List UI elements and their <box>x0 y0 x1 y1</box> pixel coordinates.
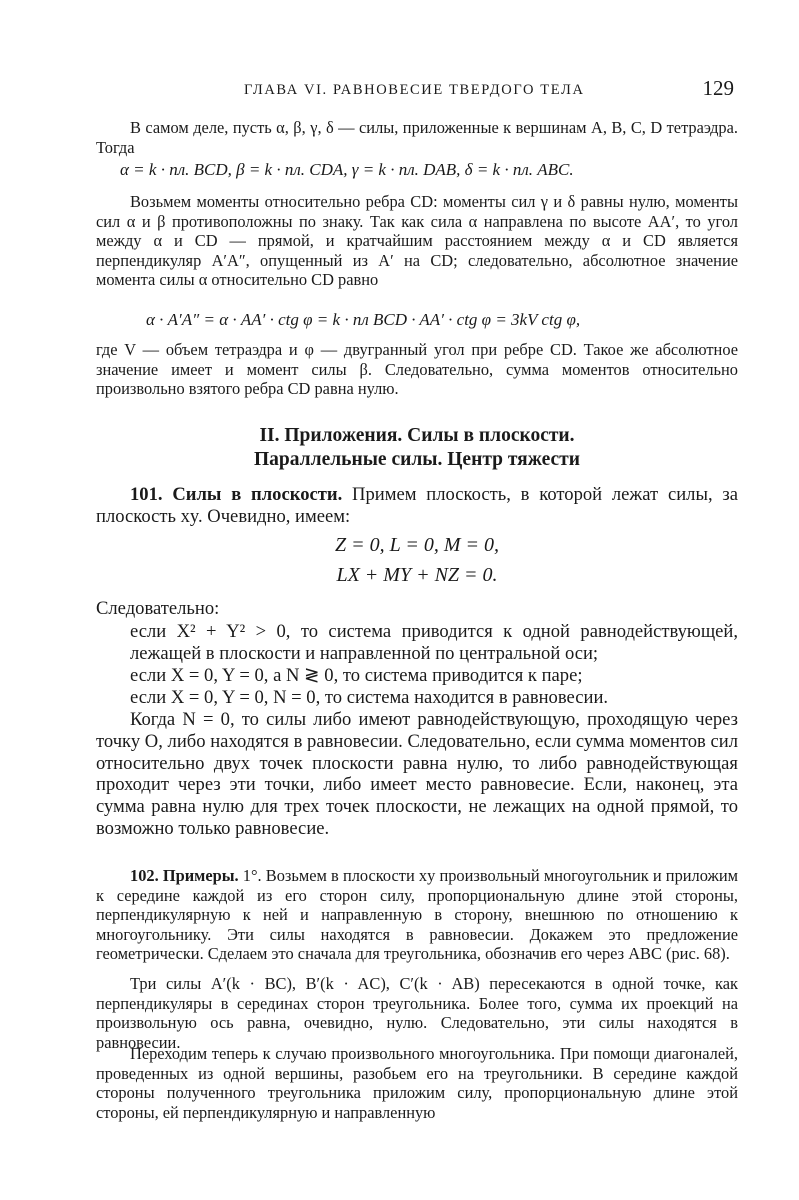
section-heading-line2: Параллельные силы. Центр тяжести <box>254 449 580 470</box>
article-102-label: 102. Примеры. <box>130 866 239 885</box>
running-head: ГЛАВА VI. РАВНОВЕСИЕ ТВЕРДОГО ТЕЛА <box>244 82 585 98</box>
article-101-label: 101. Силы в плоскости. <box>130 484 343 505</box>
page-header <box>96 74 738 104</box>
condition-equilibrium: если X = 0, Y = 0, N = 0, то система находится в равновесии. <box>130 687 609 708</box>
equation-moment: α · A′A″ = α · AA′ · ctg φ = k · пл BCD · AA′ · ctg φ = 3kV ctg φ, <box>146 310 581 329</box>
article-102-paragraph-3: Переходим теперь к случаю произвольного многоугольника. При помощи диагоналей, проведенных из одной вершины, разобьем его на треугольники. В середине каждой стороны полученного треугольника приложим силу, пропорциональную длине этой стороны, ей перпендикулярную и направленную <box>96 1044 738 1122</box>
intro-paragraph: В самом деле, пусть α, β, γ, δ — силы, приложенные к вершинам A, B, C, D тетраэдра. Тогда <box>96 118 738 157</box>
article-101-text: Примем плоскость, в которой лежат силы, за плоскость xy. Очевидно, имеем: <box>96 484 738 527</box>
section-heading <box>96 424 738 472</box>
consequently-label: Следовательно: <box>96 598 220 619</box>
equation-forces: α = k · пл. BCD, β = k · пл. CDA, γ = k · пл. DAB, δ = k · пл. ABC. <box>120 160 574 179</box>
equation-zero-moments: Z = 0, L = 0, M = 0, <box>334 534 500 556</box>
page-number: 129 <box>702 76 734 100</box>
equation-invariant: LX + MY + NZ = 0. <box>336 564 498 586</box>
moments-paragraph: Возьмем моменты относительно ребра CD: моменты сил γ и δ равны нулю, моменты сил α и β противоположны по знаку. Так как сила α направлена по высоте AA′, то угол между α и CD — прямой, и кратчайшим расстоянием между α и CD является перпендикуляр A′A″, опущенный из A′ на CD; следовательно, абсолютное значение момента силы α относительно CD равно <box>96 192 738 290</box>
article-101-intro <box>96 484 738 528</box>
article-102-paragraph-2: Три силы A′(k · BC), B′(k · AC), C′(k · AB) пересекаются в одной точке, как перпендикуляры в серединах сторон треугольника. Более того, сумма их проекций на произвольную ось равна, очевидно, нулю. Следовательно, эти силы находятся в равновесии. <box>96 974 738 1052</box>
condition-couple: если X = 0, Y = 0, а N ≷ 0, то система приводится к паре; <box>130 665 583 686</box>
article-102-paragraph-1 <box>96 866 738 964</box>
condition-resultant: если X² + Y² > 0, то система приводится к одной равнодействующей, лежащей в плоскости и направленной по центральной оси; <box>130 621 738 664</box>
section-heading-line1: II. Приложения. Силы в плоскости. <box>259 425 575 446</box>
volume-paragraph: где V — объем тетраэдра и φ — двугранный угол при ребре CD. Такое же абсолютное значение имеет и момент силы β. Следовательно, сумма моментов относительно произвольно взятого ребра CD равна нулю. <box>96 340 738 399</box>
article-102-text: 1°. Возьмем в плоскости xy произвольный многоугольник и приложим к середине каждой из его сторон силу, пропорциональную длине этой стороны, перпендикулярную к ней и направленную в сторону, внешнюю по отношению к многоугольнику. Эти силы находятся в равновесии. Докажем это предложение геометрически. Сделаем это сначала для треугольника, обозначив его через ABC (рис. 68). <box>96 866 738 964</box>
article-101-paragraph: Когда N = 0, то силы либо имеют равнодействующую, проходящую через точку O, либо находятся в равновесии. Следовательно, если сумма моментов сил относительно двух точек плоскости равна нулю, то либо равнодействующая проходит через эти точки, либо имеет место равновесие. Если, наконец, эта сумма равна нулю для трех точек плоскости, не лежащих на одной прямой, то возможно только равновесие. <box>96 709 738 839</box>
